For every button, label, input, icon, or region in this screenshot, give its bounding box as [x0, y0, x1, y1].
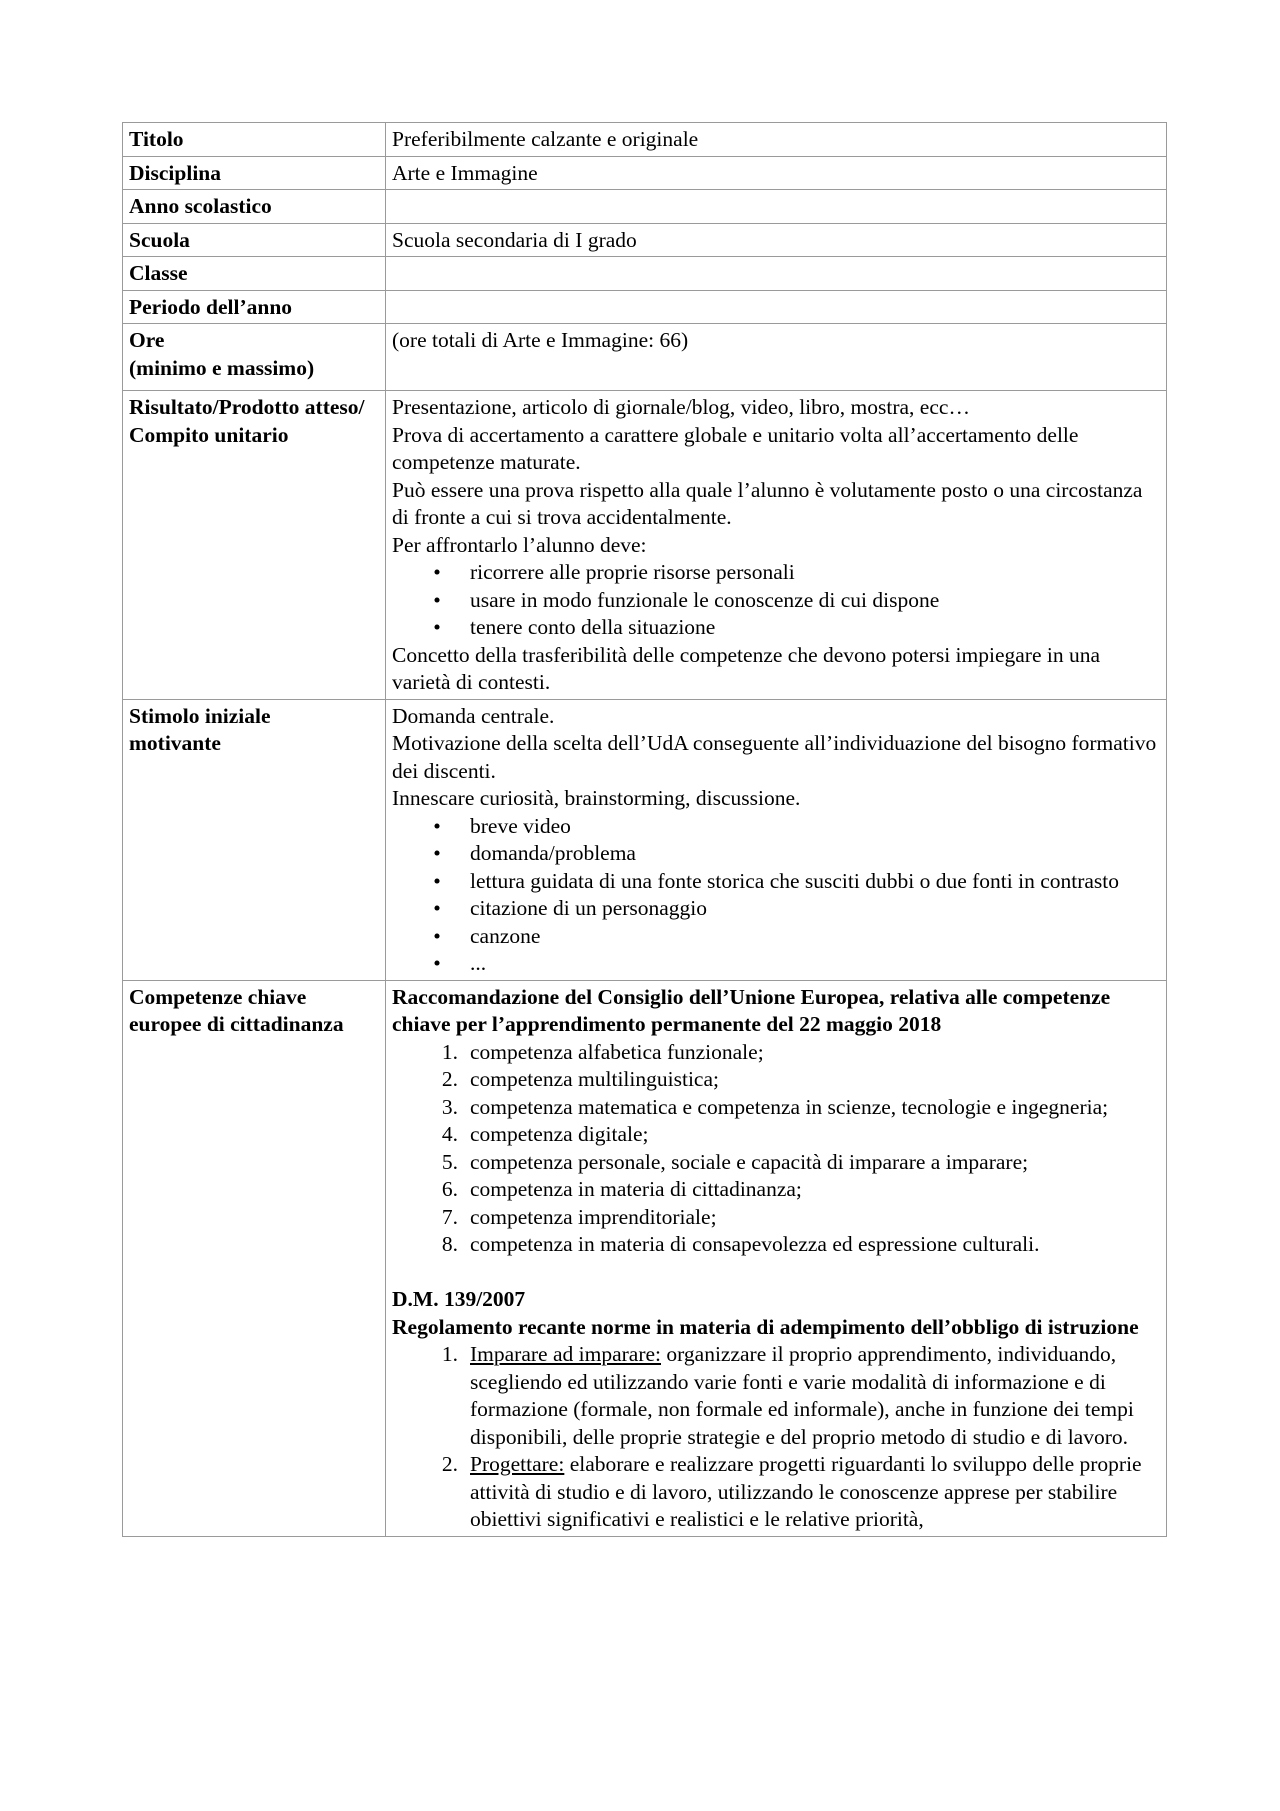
list-item: [392, 950, 1160, 978]
list-item: [392, 1204, 1160, 1232]
list-item-text: competenza matematica e competenza in scienze, tecnologie e ingegneria;: [470, 1094, 1109, 1119]
list-item-text: lettura guidata di una fonte storica che susciti dubbi o due fonti in contrasto: [470, 868, 1120, 893]
bullet-marker: •: [433, 923, 441, 948]
label-anno-scolastico: Anno scolastico: [123, 190, 386, 224]
row-stimolo: [123, 699, 1167, 980]
list-item-text: competenza personale, sociale e capacità di imparare a imparare;: [470, 1149, 1029, 1174]
list-item-text: competenza in materia di cittadinanza;: [470, 1177, 802, 1201]
risultato-line: Prova di accertamento a carattere globale e unitario volta all’accertamento delle competenze maturate.: [392, 422, 1084, 474]
risultato-line: Per affrontarlo l’alunno deve:: [392, 532, 647, 557]
row-risultato: [123, 391, 1167, 700]
risultato-closing: Concetto della trasferibilità delle competenze che devono potersi impiegare in una varietà di contesti.: [392, 642, 1106, 694]
row-titolo: [123, 123, 1167, 157]
list-item: [392, 1451, 1160, 1534]
list-item-text: ricorrere alle proprie risorse personali: [470, 560, 795, 584]
row-anno-scolastico: [123, 190, 1167, 224]
list-item: [392, 559, 1160, 587]
risultato-line: Presentazione, articolo di giornale/blog, video, libro, mostra, ecc…: [392, 395, 970, 419]
row-ore: [123, 324, 1167, 391]
bullet-marker: •: [433, 587, 441, 612]
label-classe: Classe: [123, 257, 386, 291]
label-risultato: [123, 391, 386, 700]
list-item: [392, 1094, 1160, 1122]
number-marker: 8.: [441, 1232, 458, 1256]
number-marker: 2.: [441, 1067, 458, 1091]
row-periodo: [123, 290, 1167, 324]
value-ore: (ore totali di Arte e Immagine: 66): [386, 324, 1167, 391]
regolamento-heading: Regolamento recante norme in materia di adempimento dell’obbligo di istruzione: [392, 1314, 1139, 1339]
label-stimolo: [123, 699, 386, 980]
list-item: [392, 1231, 1160, 1259]
list-item-text: usare in modo funzionale le conoscenze di cui dispone: [470, 587, 940, 612]
number-marker: 2.: [441, 1452, 458, 1476]
list-item: [392, 1149, 1160, 1177]
value-competenze: [386, 980, 1167, 1536]
bullet-marker: •: [433, 951, 441, 975]
label-stimolo-line-2: motivante: [129, 731, 221, 755]
stimolo-line: Motivazione della scelta dell’UdA conseguente all’individuazione del bisogno formativo dei discenti.: [392, 731, 1162, 783]
stimolo-line: Innescare curiosità, brainstorming, discussione.: [392, 786, 801, 810]
list-item: [392, 868, 1160, 896]
value-risultato: [386, 391, 1167, 700]
list-item: [392, 1341, 1160, 1451]
label-competenze-line-2: europee di cittadinanza: [129, 1012, 344, 1036]
list-item: [392, 1066, 1160, 1094]
list-item: [392, 1039, 1160, 1067]
bullet-marker: •: [433, 868, 441, 893]
bullet-marker: •: [433, 841, 441, 865]
bullet-marker: •: [433, 813, 441, 838]
bullet-marker: •: [433, 896, 441, 920]
list-item-text: competenza in materia di consapevolezza ed espressione culturali.: [470, 1232, 1040, 1256]
list-item: [392, 840, 1160, 868]
label-risultato-line-2: Compito unitario: [129, 422, 289, 447]
list-item-text: competenza digitale;: [470, 1122, 649, 1146]
label-periodo: Periodo dell’anno: [123, 290, 386, 324]
value-titolo: Preferibilmente calzante e originale: [386, 123, 1167, 157]
list-item-text: citazione di un personaggio: [470, 896, 708, 920]
uda-table: [122, 122, 1167, 1537]
number-marker: 5.: [441, 1149, 458, 1174]
risultato-bullet-list: [392, 559, 1160, 642]
row-disciplina: [123, 156, 1167, 190]
dm-heading: D.M. 139/2007: [392, 1287, 526, 1311]
dm-competenze-list: [392, 1341, 1160, 1534]
value-anno-scolastico: [386, 190, 1167, 224]
number-marker: 1.: [441, 1039, 458, 1064]
list-item: [392, 895, 1160, 923]
list-item-text: breve video: [470, 813, 571, 838]
list-item-text: competenza multilinguistica;: [470, 1067, 719, 1091]
list-item-term: Imparare ad imparare:: [470, 1342, 661, 1366]
list-item: [392, 923, 1160, 951]
row-classe: [123, 257, 1167, 291]
list-item-text: organizzare il proprio apprendimento, individuando, scegliendo ed utilizzando varie fonti e varie modalità di informazione e di formazione (formale, non formale ed informale), anche in funzione dei tempi disponibili, delle proprie strategie e del proprio metodo di studio e di lavoro.: [470, 1342, 1134, 1449]
label-competenze: [123, 980, 386, 1536]
value-periodo: [386, 290, 1167, 324]
list-item-text: domanda/problema: [470, 841, 636, 865]
label-ore-line-2: (minimo e massimo): [129, 355, 315, 380]
label-scuola: Scuola: [123, 223, 386, 257]
list-item: [392, 614, 1160, 642]
competenze-chiave-list: [392, 1039, 1160, 1259]
label-disciplina: Disciplina: [123, 156, 386, 190]
list-item-text: competenza imprenditoriale;: [470, 1204, 717, 1229]
list-item-text: canzone: [470, 923, 541, 948]
label-titolo: Titolo: [123, 123, 386, 157]
list-item-text: competenza alfabetica funzionale;: [470, 1039, 764, 1064]
list-item: [392, 587, 1160, 615]
raccomandazione-heading: Raccomandazione del Consiglio dell’Unione Europea, relativa alle competenze chiave per l’apprendimento permanente del 22 maggio 2018: [392, 984, 1116, 1036]
list-item: [392, 1121, 1160, 1149]
stimolo-line: Domanda centrale.: [392, 703, 555, 728]
label-ore: [123, 324, 386, 391]
number-marker: 3.: [441, 1094, 458, 1119]
label-competenze-line-1: Competenze chiave: [129, 984, 307, 1009]
value-classe: [386, 257, 1167, 291]
label-ore-line-1: Ore: [129, 328, 165, 352]
list-item-term: Progettare:: [470, 1452, 565, 1476]
row-competenze: [123, 980, 1167, 1536]
list-item-text: ...: [470, 951, 487, 975]
number-marker: 6.: [441, 1177, 458, 1201]
number-marker: 4.: [441, 1122, 458, 1146]
list-item: [392, 1176, 1160, 1204]
value-disciplina: Arte e Immagine: [386, 156, 1167, 190]
number-marker: 1.: [441, 1342, 458, 1366]
value-stimolo: [386, 699, 1167, 980]
number-marker: 7.: [441, 1204, 458, 1229]
label-risultato-line-1: Risultato/Prodotto atteso/: [129, 395, 365, 419]
list-item: [392, 813, 1160, 841]
list-item-text: tenere conto della situazione: [470, 615, 716, 639]
bullet-marker: •: [433, 560, 441, 584]
paragraph-spacer: [392, 1259, 1160, 1287]
value-scuola: Scuola secondaria di I grado: [386, 223, 1167, 257]
stimolo-bullet-list: [392, 813, 1160, 978]
label-stimolo-line-1: Stimolo iniziale: [129, 703, 271, 728]
bullet-marker: •: [433, 615, 441, 639]
list-item-text: elaborare e realizzare progetti riguardanti lo sviluppo delle proprie attività di studio e di lavoro, utilizzando le conoscenze apprese per stabilire obiettivi significativi e realistici e le relative priorità,: [470, 1452, 1142, 1531]
risultato-line: Può essere una prova rispetto alla quale l’alunno è volutamente posto o una circostanza di fronte a cui si trova accidentalmente.: [392, 477, 1148, 529]
row-scuola: [123, 223, 1167, 257]
